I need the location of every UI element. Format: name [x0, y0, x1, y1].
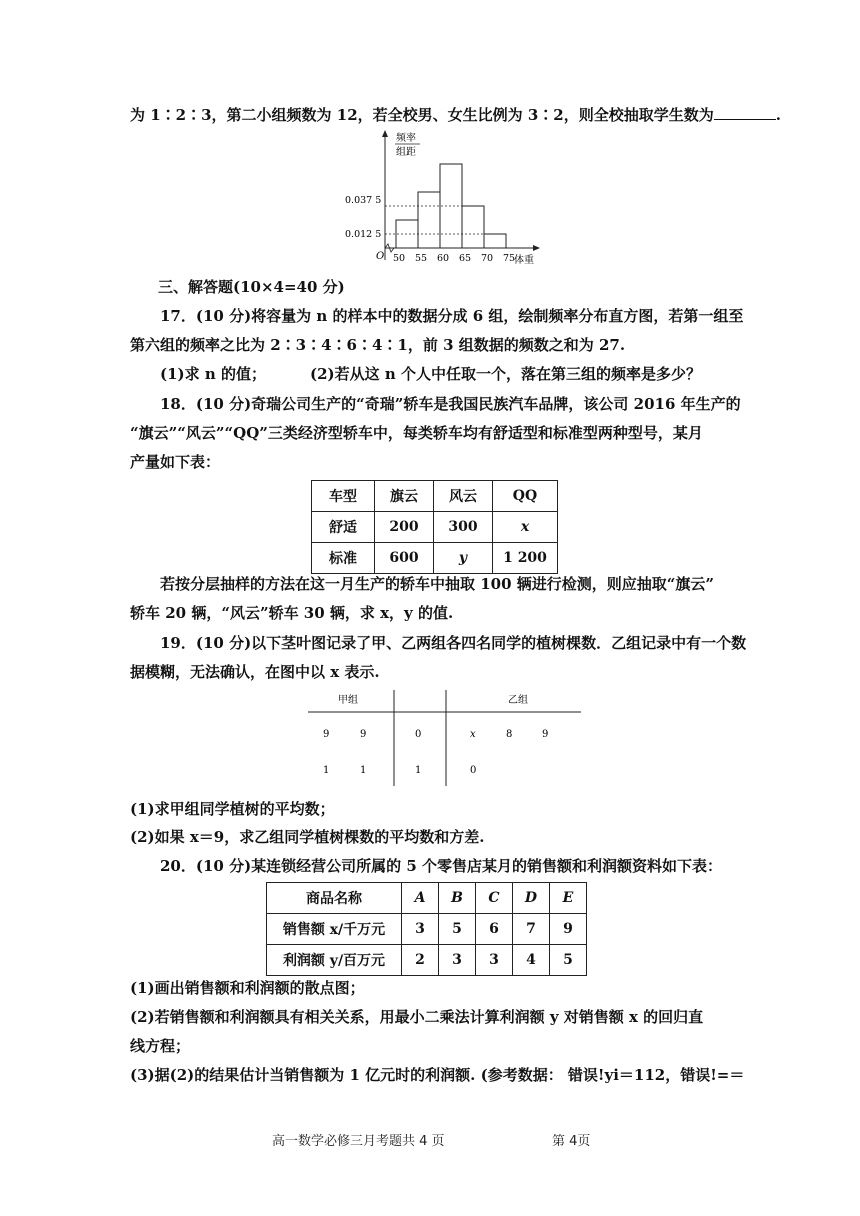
q20-line-2: (1)画出销售额和利润额的散点图； — [130, 979, 365, 997]
table-cell: 3 — [402, 914, 439, 945]
leaf-right: 0 — [470, 765, 477, 776]
table-cell: 4 — [513, 945, 550, 976]
q16-tail: . — [775, 106, 781, 124]
histogram-bar-65-70 — [462, 206, 484, 248]
section-heading: 三、解答题(10×4=40 分) — [158, 278, 345, 296]
table-cell: B — [439, 883, 476, 914]
q19-line-1: 19．(10 分)以下茎叶图记录了甲、乙两组各四名同学的植树棵数．乙组记录中有一个数 — [160, 634, 747, 652]
table-cell: 6 — [476, 914, 513, 945]
leaf-right: 9 — [542, 729, 549, 740]
table-cell: 7 — [513, 914, 550, 945]
origin-label: O — [376, 251, 385, 262]
q16-line — [130, 104, 781, 126]
frequency-histogram — [340, 128, 550, 268]
table-cell: 车型 — [312, 481, 375, 512]
q19-line-3: (1)求甲组同学植树的平均数； — [130, 800, 335, 818]
table-cell: y — [434, 543, 493, 574]
table-cell: A — [402, 883, 439, 914]
x-tick-55: 55 — [415, 253, 428, 264]
y-axis-arrow — [382, 130, 388, 137]
stem-value: 0 — [415, 729, 422, 740]
y-tick-0375: 0.037 5 — [345, 195, 382, 206]
table-cell: 1 200 — [493, 543, 558, 574]
table-cell: 商品名称 — [267, 883, 402, 914]
stem-value: 1 — [415, 765, 422, 776]
table-row — [267, 914, 587, 945]
table-cell: 利润额 y/百万元 — [267, 945, 402, 976]
table-cell: E — [550, 883, 587, 914]
q16-text: 为 1∶2∶3，第二小组频数为 12，若全校男、女生比例为 3∶2，则全校抽取学生数为 — [130, 106, 714, 124]
histogram-bar-70-75 — [484, 234, 506, 248]
x-tick-50: 50 — [393, 253, 406, 264]
table-row — [312, 543, 558, 574]
q17-line-1: 17．(10 分)将容量为 n 的样本中的数据分成 6 组，绘制频率分布直方图，若第一组至 — [160, 307, 744, 325]
stem-left-title: 甲组 — [338, 695, 358, 706]
table-cell: 销售额 x/千万元 — [267, 914, 402, 945]
table-cell: 9 — [550, 914, 587, 945]
sales-profit-table — [266, 882, 587, 976]
footer-total-pages: 高一数学必修三月考题共 4 页 — [272, 1134, 445, 1149]
x-tick-70: 70 — [481, 253, 494, 264]
y-tick-0125: 0.012 5 — [345, 229, 382, 240]
footer-page-number: 第 4页 — [552, 1134, 591, 1149]
q18-line-3: 产量如下表： — [130, 453, 221, 471]
q19-line-2: 据模糊，无法确认，在图中以 x 表示. — [130, 663, 380, 681]
q20-line-4: 线方程； — [130, 1037, 191, 1055]
histogram-bar-55-60 — [418, 192, 440, 248]
q19-line-4: (2)如果 x＝9，求乙组同学植树棵数的平均数和方差. — [130, 828, 485, 846]
table-cell: 3 — [476, 945, 513, 976]
x-tick-60: 60 — [437, 253, 450, 264]
q17-part-1: (1)求 n 的值； — [160, 365, 266, 383]
leaf-left: 1 — [323, 765, 330, 776]
ylabel-top: 频率 — [396, 133, 416, 144]
ylabel-bottom: 组距 — [396, 147, 416, 158]
stem-right-title: 乙组 — [508, 695, 528, 706]
table-cell: 标准 — [312, 543, 375, 574]
q18-line-4: 若按分层抽样的方法在这一月生产的轿车中抽取 100 辆进行检测，则应抽取“旗云” — [160, 575, 715, 593]
q17-line-3 — [160, 363, 770, 385]
table-cell: 5 — [439, 914, 476, 945]
q17-line-2: 第六组的频率之比为 2∶3∶4∶6∶4∶1，前 3 组数据的频数之和为 27. — [130, 336, 626, 354]
leaf-left: 9 — [323, 729, 330, 740]
table-cell: x — [493, 512, 558, 543]
q18-line-1: 18．(10 分)奇瑞公司生产的“奇瑞”轿车是我国民族汽车品牌，该公司 2016 年生产的 — [160, 395, 741, 413]
table-cell: 200 — [375, 512, 434, 543]
q20-line-1: 20．(10 分)某连锁经营公司所属的 5 个零售店某月的销售额和利润额资料如下表： — [160, 857, 723, 875]
table-cell: 风云 — [434, 481, 493, 512]
x-axis-arrow — [533, 245, 540, 251]
table-row — [267, 883, 587, 914]
table-row — [312, 481, 558, 512]
leaf-left: 9 — [360, 729, 367, 740]
table-row — [312, 512, 558, 543]
q20-line-5: (3)据(2)的结果估计当销售额为 1 亿元时的利润额. (参考数据： 错误!yi＝112，错误!=＝ — [130, 1066, 745, 1084]
table-cell: D — [513, 883, 550, 914]
q18-line-5: 轿车 20 辆，“风云”轿车 30 辆，求 x，y 的值. — [130, 604, 454, 622]
q20-line-3: (2)若销售额和利润额具有相关关系，用最小二乘法计算利润额 y 对销售额 x 的回归直 — [130, 1008, 704, 1026]
table-cell: 3 — [439, 945, 476, 976]
table-cell: 5 — [550, 945, 587, 976]
x-tick-65: 65 — [459, 253, 472, 264]
table-cell: 舒适 — [312, 512, 375, 543]
leaf-left: 1 — [360, 765, 367, 776]
table-cell: 600 — [375, 543, 434, 574]
table-cell: C — [476, 883, 513, 914]
table-row — [267, 945, 587, 976]
table-cell: 旗云 — [375, 481, 434, 512]
x-tick-75: 75 — [503, 253, 516, 264]
q17-part-2: (2)若从这 n 个人中任取一个，落在第三组的频率是多少？ — [309, 365, 701, 383]
table-cell: 300 — [434, 512, 493, 543]
answer-blank — [714, 105, 776, 120]
car-production-table — [311, 480, 558, 574]
table-cell: 2 — [402, 945, 439, 976]
stem-leaf-plot — [308, 690, 583, 790]
q18-line-2: “旗云”“风云”“QQ”三类经济型轿车中，每类轿车均有舒适型和标准型两种型号，某月 — [130, 424, 703, 442]
leaf-right: x — [470, 729, 476, 740]
table-cell: QQ — [493, 481, 558, 512]
leaf-right: 8 — [506, 729, 513, 740]
xlabel: 体重 — [514, 255, 534, 266]
